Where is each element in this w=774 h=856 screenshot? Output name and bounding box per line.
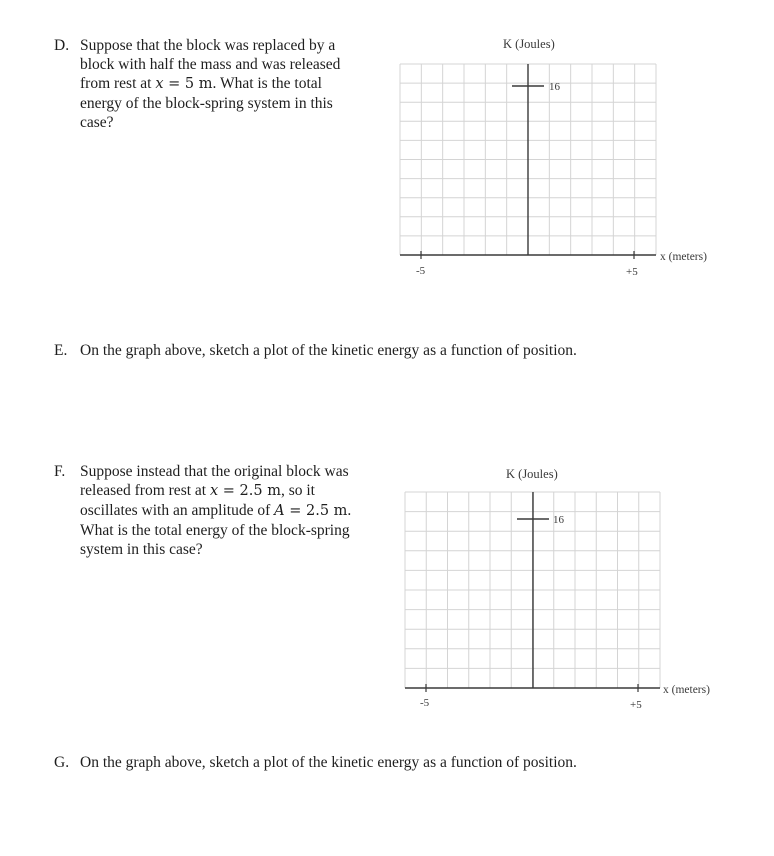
graph-top-x-axis-label: x (meters) <box>660 251 707 263</box>
question-e-text: On the graph above, sketch a plot of the kinetic energy as a function of position. <box>80 342 577 359</box>
graph-bottom-x-axis-label: x (meters) <box>663 684 710 696</box>
graph-top-x-tick-left-label: -5 <box>416 265 426 277</box>
question-f-line-5: system in this case? <box>80 541 203 558</box>
question-f-line-3: oscillates with an amplitude of A = 2.5 m. <box>80 502 352 519</box>
question-d-line-3: from rest at x = 5 m. What is the total <box>80 75 322 92</box>
question-f-line-4: What is the total energy of the block-spring <box>80 522 350 539</box>
unit-m: m <box>198 76 213 92</box>
question-d-line-1: Suppose that the block was replaced by a <box>80 37 336 54</box>
question-e <box>54 341 577 360</box>
question-g-text: On the graph above, sketch a plot of the kinetic energy as a function of position. <box>80 754 577 771</box>
question-f-line-1: Suppose instead that the original block was <box>80 463 349 480</box>
question-d-line-2: block with half the mass and was released <box>80 56 341 73</box>
question-d-label: D. <box>54 37 70 54</box>
unit-m: m <box>333 503 348 519</box>
question-g <box>54 753 577 772</box>
graph-bottom-x-tick-left-label: -5 <box>420 697 430 709</box>
graph-top-x-tick-right-label: +5 <box>626 266 638 278</box>
variable-x: x <box>155 76 164 92</box>
graph-bottom-x-tick-right-label: +5 <box>630 699 642 711</box>
graph-top <box>0 0 774 300</box>
graph-bottom-y-axis-label: K (Joules) <box>506 467 558 481</box>
graph-bottom-y-tick-label: 16 <box>553 514 564 526</box>
graph-bottom <box>0 440 774 740</box>
question-f-line-2: released from rest at x = 2.5 m, so it <box>80 482 315 499</box>
graph-top-y-axis-label: K (Joules) <box>503 37 555 51</box>
question-e-label: E. <box>54 342 68 359</box>
variable-x: x <box>209 483 219 499</box>
question-f-label: F. <box>54 463 66 480</box>
question-g-label: G. <box>54 754 70 771</box>
question-d-line-4: energy of the block-spring system in this <box>80 95 333 112</box>
question-d-line-5: case? <box>80 114 114 131</box>
variable-a: A <box>274 503 285 519</box>
unit-m: m <box>267 483 281 499</box>
graph-top-y-tick-label: 16 <box>549 81 560 93</box>
